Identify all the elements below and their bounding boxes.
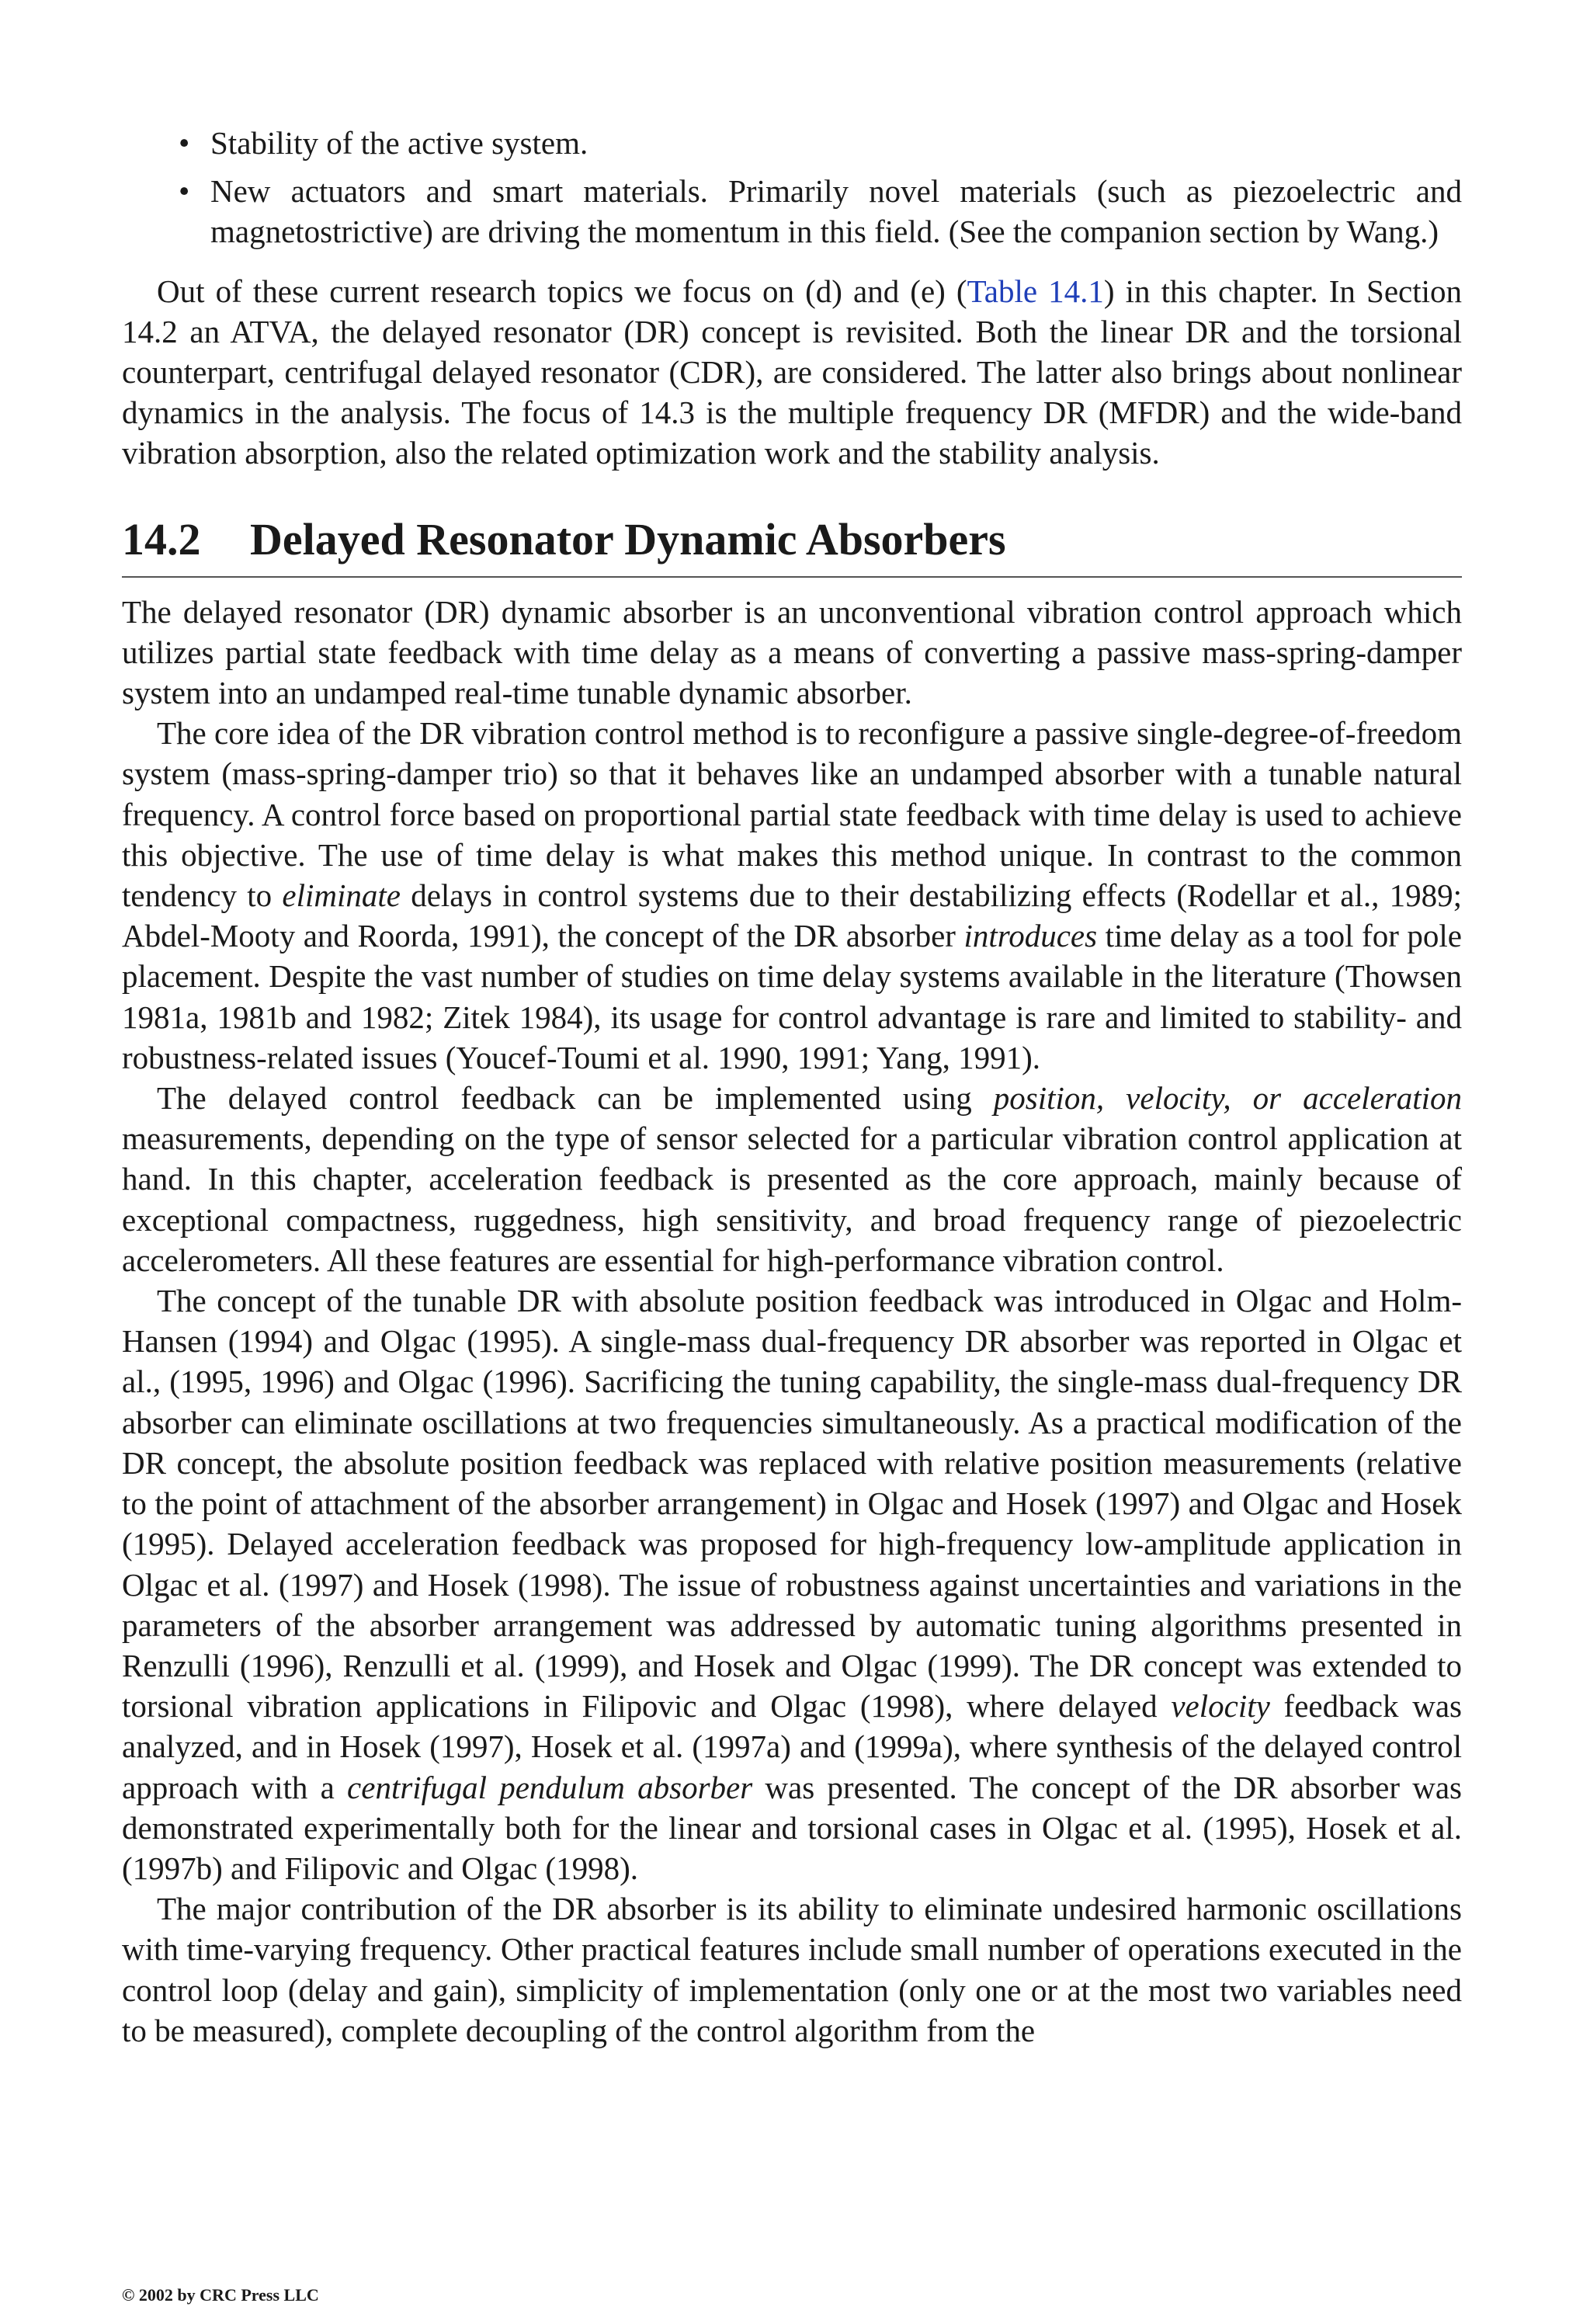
paragraph-3-text-b: measurements, depending on the type of sensor selected for a particular vibration control application at hand. In this chapter, acceleration feedback is presented as the core approach, mainly because of exceptional compactness, ruggedness, high sensitivity, and broad frequency range of piezoelectric accelerometers. All these features are essential for high-performance vibration control. [122, 1120, 1462, 1278]
paragraph-2-emphasis-1: eliminate [282, 877, 401, 914]
paragraph-2-emphasis-2: introduces [963, 918, 1098, 954]
paragraph-3 [122, 1078, 1462, 1280]
page-content [122, 0, 1462, 2051]
paragraph-5: The major contribution of the DR absorber is its ability to eliminate undesired harmonic oscillations with time-varying frequency. Other practical features include small number of operations executed in the control loop (delay and gain), simplicity of implementation (only one or at the most two variables need to be measured), complete decoupling of the control algorithm from the [122, 1891, 1462, 2048]
intro-text-after: ) in this chapter. In Section 14.2 an ATVA, the delayed resonator (DR) concept is revisited. Both the linear DR and the torsional counterpart, centrifugal delayed resonator (CDR), are considered. The latter also brings about nonlinear dynamics in the analysis. The focus of 14.3 is the multiple frequency DR (MFDR) and the wide-band vibration absorption, also the related optimization work and the stability analysis. [122, 273, 1462, 471]
paragraph-4-text-b: feedback was analyzed, and in Hosek (1997), Hosek et al. (1997a) and (1999a), where synthesis of the delayed control approach with a [122, 1688, 1462, 1805]
paragraph-4-emphasis-1: velocity [1171, 1688, 1270, 1725]
intro-paragraph [122, 271, 1462, 474]
bullet-text: New actuators and smart materials. Primarily novel materials (such as piezoelectric and magnetostrictive) are driving the momentum in this field. (See the companion section by Wang.) [210, 173, 1462, 250]
copyright-footer: © 2002 by CRC Press LLC [122, 2285, 319, 2305]
bullet-list [122, 123, 1462, 252]
section-body [122, 592, 1462, 2051]
section-title: Delayed Resonator Dynamic Absorbers [250, 513, 1006, 564]
paragraph-4-emphasis-2: centrifugal pendulum absorber [347, 1769, 753, 1805]
intro-text-before: Out of these current research topics we focus on (d) and (e) ( [157, 273, 967, 309]
paragraph-3-emphasis-1: position, velocity, or acceleration [993, 1080, 1462, 1117]
bullet-marker: • [179, 125, 190, 161]
paragraph-4 [122, 1280, 1462, 1888]
paragraph-2-text-c: time delay as a tool for pole placement. Despite the vast number of studies on time delay systems available in the literature (Thowsen 1981a, 1981b and 1982; Zitek 1984), its usage for control advantage is rare and limited to stability- and robustness-related issues (Youcef-Toumi et al. 1990, 1991; Yang, 1991). [122, 918, 1462, 1075]
paragraph-2-text-a: The core idea of the DR vibration control method is to reconfigure a passive single-degree-of-freedom system (mass-spring-damper trio) so that it behaves like an undamped absorber with a tunable natural frequency. A control force based on proportional partial state feedback with time delay is used to achieve this objective. The use of time delay is what makes this method unique. In contrast to the common tendency to [122, 715, 1462, 914]
bullet-item [122, 171, 1462, 252]
paragraph-4-text-a: The concept of the tunable DR with absolute position feedback was introduced in Olgac and Holm-Hansen (1994) and Olgac (1995). A single-mass dual-frequency DR absorber was reported in Olgac et al., (1995, 1996) and Olgac (1996). Sacrificing the tuning capability, the single-mass dual-frequency DR absorber can eliminate oscillations at two frequencies simultaneously. As a practical modification of the DR concept, the absolute position feedback was replaced with relative position measurements (relative to the point of attachment of the absorber arrangement) in Olgac and Hosek (1997) and Olgac and Hosek (1995). Delayed acceleration feedback was proposed for high-frequency low-amplitude application in Olgac et al. (1997) and Hosek (1998). The issue of robustness against uncertainties and variations in the parameters of the absorber arrangement was addressed by automatic tuning algorithms presented in Renzulli (1996), Renzulli et al. (1999), and Hosek and Olgac (1999). The DR concept was extended to torsional vibration applications in Filipovic and Olgac (1998), where delayed [122, 1283, 1462, 1725]
bullet-item [122, 123, 1462, 163]
paragraph-4-text-c: was presented. The concept of the DR absorber was demonstrated experimentally both for the linear and torsional cases in Olgac et al. (1995), Hosek et al. (1997b) and Filipovic and Olgac (1998). [122, 1769, 1463, 1886]
paragraph-2 [122, 713, 1462, 1078]
paragraph-3-text-a: The delayed control feedback can be implemented using [157, 1080, 994, 1117]
section-number: 14.2 [122, 513, 201, 564]
section-heading [122, 512, 1462, 578]
bullet-text: Stability of the active system. [210, 125, 588, 161]
paragraph-2-text-b: delays in control systems due to their destabilizing effects (Rodellar et al., 1989; Abdel-Mooty and Roorda, 1991), the concept of the DR absorber [122, 877, 1462, 954]
paragraph-1: The delayed resonator (DR) dynamic absorber is an unconventional vibration control approach which utilizes partial state feedback with time delay as a means of converting a passive mass-spring-damper system into an undamped real-time tunable dynamic absorber. [122, 593, 1462, 711]
table-reference-link[interactable]: Table 14.1 [967, 273, 1104, 309]
bullet-marker: • [179, 173, 190, 210]
